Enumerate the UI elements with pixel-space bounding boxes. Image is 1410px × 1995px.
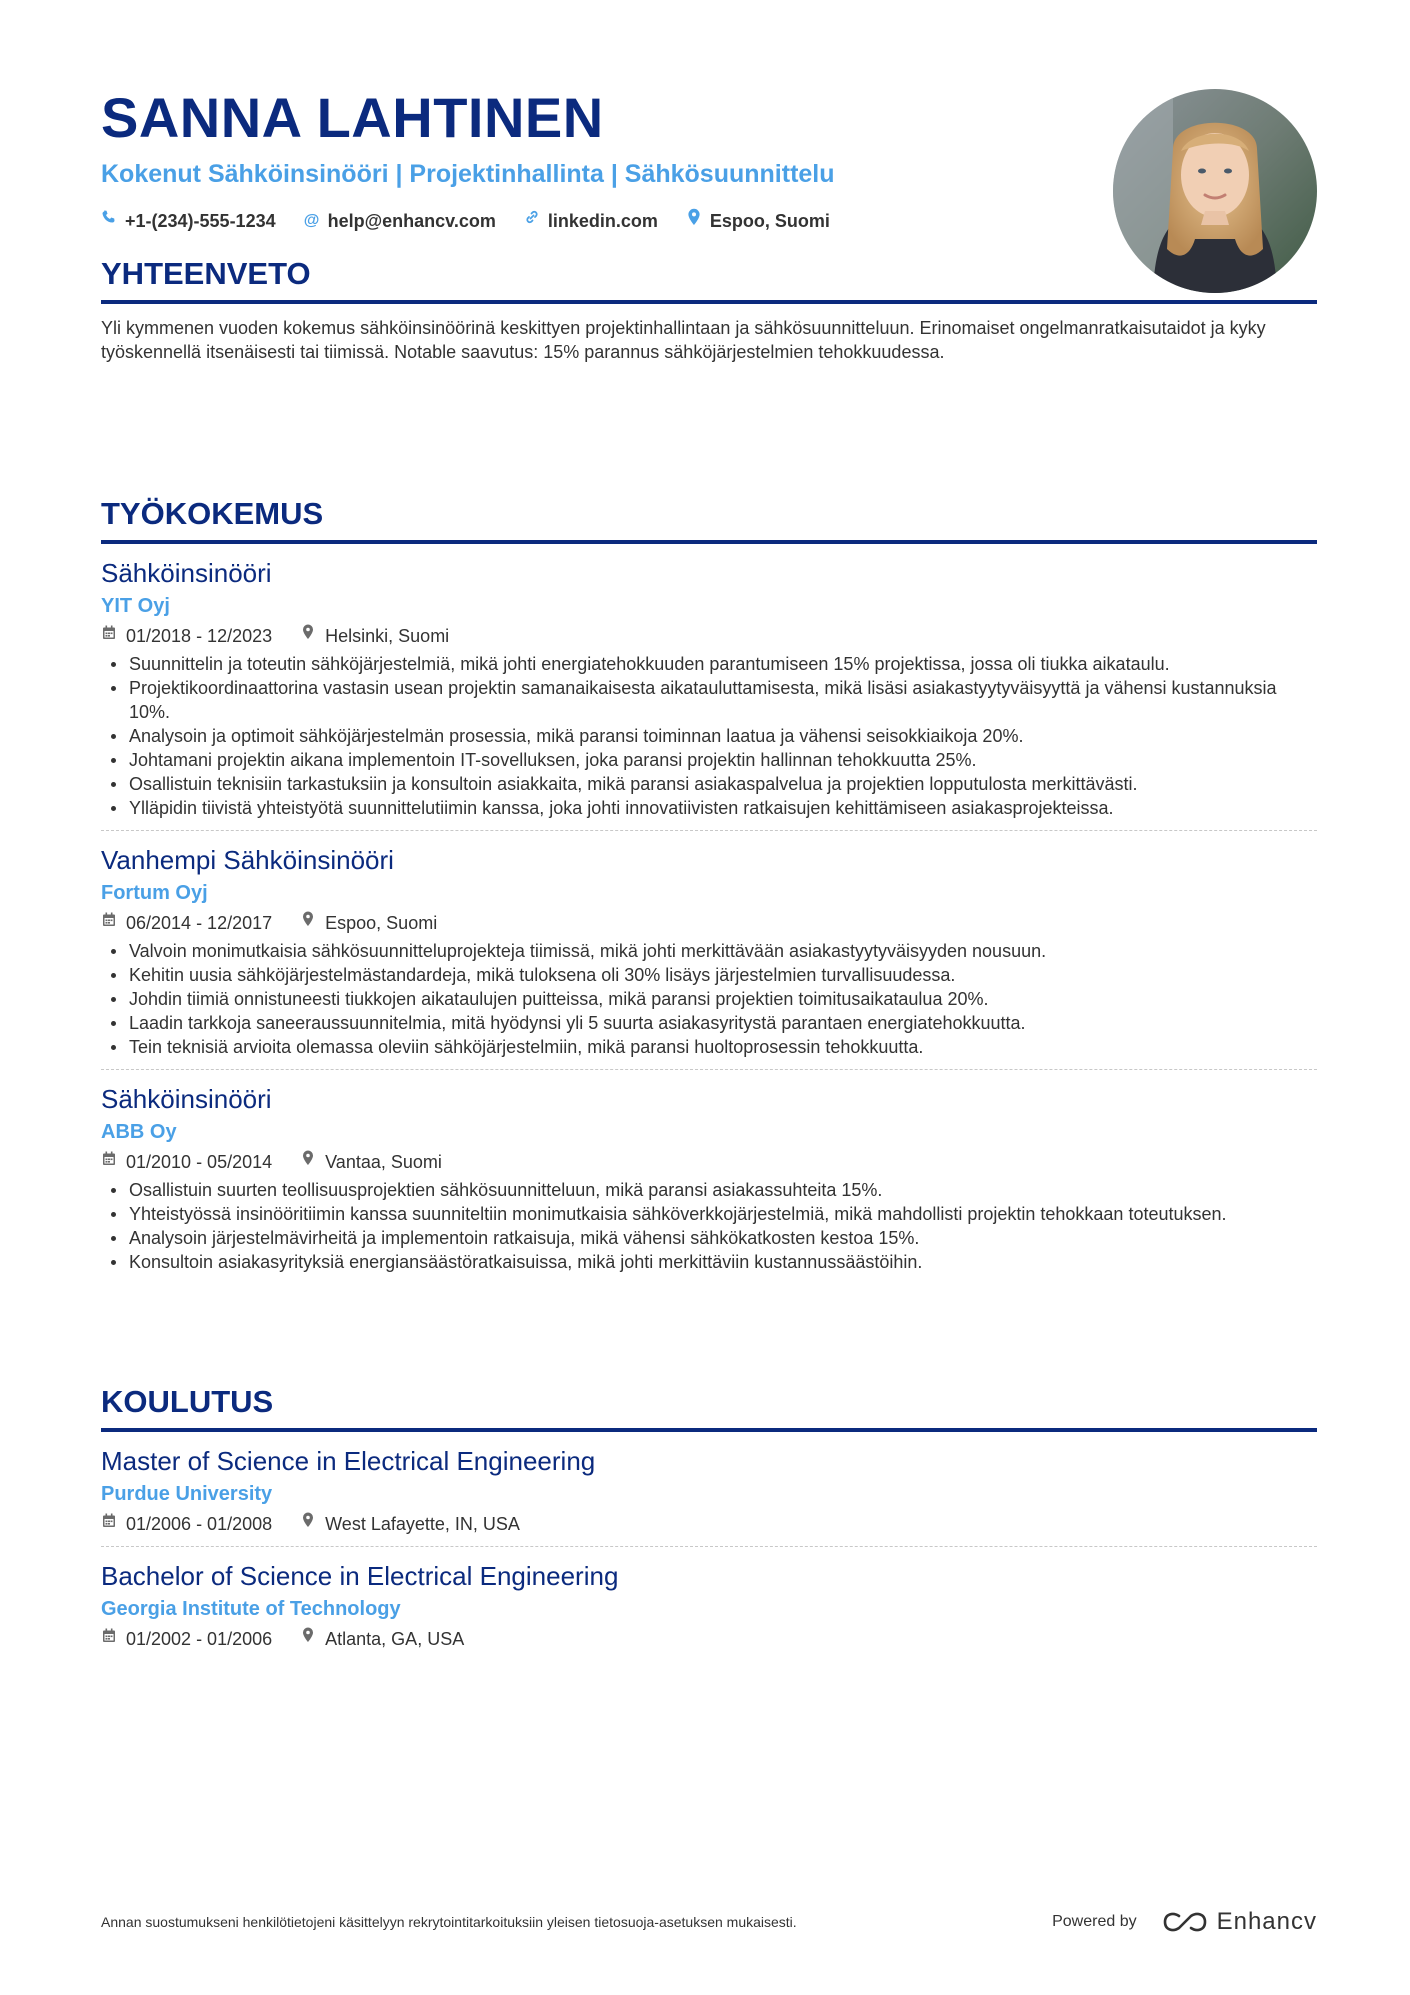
candidate-headline: Kokenut Sähköinsinööri | Projektinhallinta | Sähkösuunnittelu xyxy=(101,160,835,188)
job-bullets xyxy=(101,939,1317,1059)
job-title: Vanhempi Sähköinsinööri xyxy=(101,845,394,875)
job-dates-text: 06/2014 - 12/2017 xyxy=(126,913,273,933)
contact-phone-text: +1-(234)-555-1234 xyxy=(125,211,276,231)
education-dates xyxy=(101,1627,272,1651)
job-location-text: Helsinki, Suomi xyxy=(325,626,450,646)
job-dates-text: 01/2018 - 12/2023 xyxy=(126,626,273,646)
page-footer xyxy=(101,1908,1317,1936)
job-bullet: Konsultoin asiakasyrityksiä energiansäästöratkaisuissa, mikä johti merkittäviin kustannussäästöihin. xyxy=(101,1250,1317,1274)
job-bullet: Analysoin järjestelmävirheitä ja implementoin ratkaisuja, mikä vähensi sähkökatkosten kestoa 15%. xyxy=(101,1226,1317,1250)
education-section xyxy=(101,1382,1317,1661)
summary-text: Yli kymmenen vuoden kokemus sähköinsinöörinä keskittyen projektinhallintaan ja sähkösuunnitteluun. Erinomaiset ongelmanratkaisutaidot ja kyky työskennellä itsenäisesti tai tiimissä. Notable saavutus: 15% parannus sähköjärjestelmien tehokkuudessa. xyxy=(101,318,1266,362)
phone-icon xyxy=(101,209,117,233)
contact-location-text: Espoo, Suomi xyxy=(709,211,830,231)
degree-title: Master of Science in Electrical Engineering xyxy=(101,1446,596,1476)
job-location xyxy=(300,624,449,648)
job-bullet: Projektikoordinaattorina vastasin usean projektin samanaikaisesta aikatauluttamisesta, mikä lisäsi asiakastyytyväisyyttä ja vähensi kustannuksia 10%. xyxy=(101,676,1317,724)
job-bullet: Valvoin monimutkaisia sähkösuunnitteluprojekteja tiimissä, mikä johti merkittävään asiakastyytyväisyyden nousuun. xyxy=(101,939,1317,963)
job-dates-text: 01/2010 - 05/2014 xyxy=(126,1152,273,1172)
job-bullet: Kehitin uusia sähköjärjestelmästandardeja, mikä tuloksena oli 30% lisäys järjestelmien turvallisuudessa. xyxy=(101,963,1317,987)
company-name: ABB Oy xyxy=(101,1121,177,1143)
education-heading: KOULUTUS xyxy=(101,1382,1317,1432)
contact-email[interactable] xyxy=(304,208,496,234)
education-meta xyxy=(101,1627,1317,1651)
at-icon: @ xyxy=(303,212,320,229)
education-location-text: Atlanta, GA, USA xyxy=(325,1629,465,1649)
job-location-text: Vantaa, Suomi xyxy=(325,1152,442,1172)
education-entry xyxy=(101,1547,1317,1661)
footer-branding xyxy=(1052,1908,1317,1936)
education-dates-text: 01/2002 - 01/2006 xyxy=(126,1629,273,1649)
job-bullet: Ylläpidin tiivistä yhteistyötä suunnittelutiimin kanssa, joka johti innovatiivisten ratkaisujen kehittämiseen asiakasprojekteissa. xyxy=(101,796,1317,820)
job-dates xyxy=(101,1150,272,1174)
job-location xyxy=(300,911,437,935)
education-location-text: West Lafayette, IN, USA xyxy=(325,1514,520,1534)
job-title: Sähköinsinööri xyxy=(101,1084,272,1114)
calendar-icon xyxy=(101,911,116,935)
location-pin-icon xyxy=(300,1150,315,1174)
job-meta xyxy=(101,1150,1317,1174)
powered-by-label: Powered by xyxy=(1052,1913,1137,1930)
job-entry xyxy=(101,831,1317,1070)
job-meta xyxy=(101,624,1317,648)
calendar-icon xyxy=(101,624,116,648)
education-location xyxy=(300,1627,464,1651)
calendar-icon xyxy=(101,1512,116,1536)
contact-list xyxy=(101,208,1101,234)
job-bullet: Johdin tiimiä onnistuneesti tiukkojen aikataulujen puitteissa, mikä paransi projektien toimitusaikataulua 20%. xyxy=(101,987,1317,1011)
location-pin-icon xyxy=(300,911,315,935)
location-pin-icon xyxy=(300,1627,315,1651)
education-meta xyxy=(101,1512,1317,1536)
experience-heading: TYÖKOKEMUS xyxy=(101,494,1317,544)
location-pin-icon xyxy=(686,208,702,234)
company-name: YIT Oyj xyxy=(101,595,170,617)
brand-name: Enhancv xyxy=(1216,1908,1317,1935)
job-dates xyxy=(101,911,272,935)
job-location-text: Espoo, Suomi xyxy=(325,913,438,933)
summary-heading: YHTEENVETO xyxy=(101,254,1317,304)
enhancv-logo[interactable] xyxy=(1161,1908,1317,1936)
job-bullet: Osallistuin suurten teollisuusprojektien sähkösuunnitteluun, mikä paransi asiakassuhteita 15%. xyxy=(101,1178,1317,1202)
job-meta xyxy=(101,911,1317,935)
education-dates-text: 01/2006 - 01/2008 xyxy=(126,1514,273,1534)
degree-title: Bachelor of Science in Electrical Engineering xyxy=(101,1561,619,1591)
location-pin-icon xyxy=(300,624,315,648)
summary-section xyxy=(101,254,1317,364)
school-name: Purdue University xyxy=(101,1483,273,1505)
education-dates xyxy=(101,1512,272,1536)
contact-location xyxy=(686,208,830,234)
job-entry xyxy=(101,1070,1317,1284)
job-bullet: Osallistuin teknisiin tarkastuksiin ja konsultoin asiakkaita, mikä paransi asiakaspalvelua ja projektien lopputulosta merkittävästi. xyxy=(101,772,1317,796)
link-icon xyxy=(524,209,540,233)
calendar-icon xyxy=(101,1627,116,1651)
enhancv-logo-icon xyxy=(1161,1910,1209,1934)
experience-section xyxy=(101,494,1317,1284)
job-location xyxy=(300,1150,442,1174)
job-bullet: Laadin tarkkoja saneeraussuunnitelmia, mitä hyödynsi yli 5 suurta asiakasyritystä parantaen energiatehokkuutta. xyxy=(101,1011,1317,1035)
gdpr-consent-text: Annan suostumukseni henkilötietojeni käsittelyyn rekrytointitarkoituksiin yleisen tietosuoja-asetuksen mukaisesti. xyxy=(101,1914,797,1930)
job-bullet: Analysoin ja optimoit sähköjärjestelmän prosessia, mikä paransi toiminnan laatua ja vähensi seisokkiaikoja 20%. xyxy=(101,724,1317,748)
education-entry xyxy=(101,1432,1317,1547)
job-bullet: Yhteistyössä insinööritiimin kanssa suunniteltiin monimutkaisia sähköverkkojärjestelmiä, mikä mahdollisti projektin tehokkaan toteutuksen. xyxy=(101,1202,1317,1226)
job-dates xyxy=(101,624,272,648)
contact-phone[interactable] xyxy=(101,208,276,234)
candidate-name: SANNA LAHTINEN xyxy=(101,86,604,149)
job-bullet: Suunnittelin ja toteutin sähköjärjestelmiä, mikä johti energiatehokkuuden parantumiseen 15% projektissa, jossa oli tiukka aikataulu. xyxy=(101,652,1317,676)
job-bullets xyxy=(101,652,1317,820)
contact-linkedin-text: linkedin.com xyxy=(547,211,658,231)
resume-header xyxy=(101,82,1101,234)
job-title: Sähköinsinööri xyxy=(101,558,272,588)
contact-email-text: help@enhancv.com xyxy=(327,211,496,231)
company-name: Fortum Oyj xyxy=(101,882,208,904)
job-bullets xyxy=(101,1178,1317,1274)
location-pin-icon xyxy=(300,1512,315,1536)
job-bullet: Tein teknisiä arvioita olemassa oleviin sähköjärjestelmiin, mikä paransi huoltoprosessin tehokkuutta. xyxy=(101,1035,1317,1059)
job-bullet: Johtamani projektin aikana implementoin IT-sovelluksen, joka paransi projektin hallinnan tehokkuutta 25%. xyxy=(101,748,1317,772)
calendar-icon xyxy=(101,1150,116,1174)
education-location xyxy=(300,1512,520,1536)
contact-linkedin[interactable] xyxy=(524,208,658,234)
job-entry xyxy=(101,544,1317,831)
school-name: Georgia Institute of Technology xyxy=(101,1598,401,1620)
